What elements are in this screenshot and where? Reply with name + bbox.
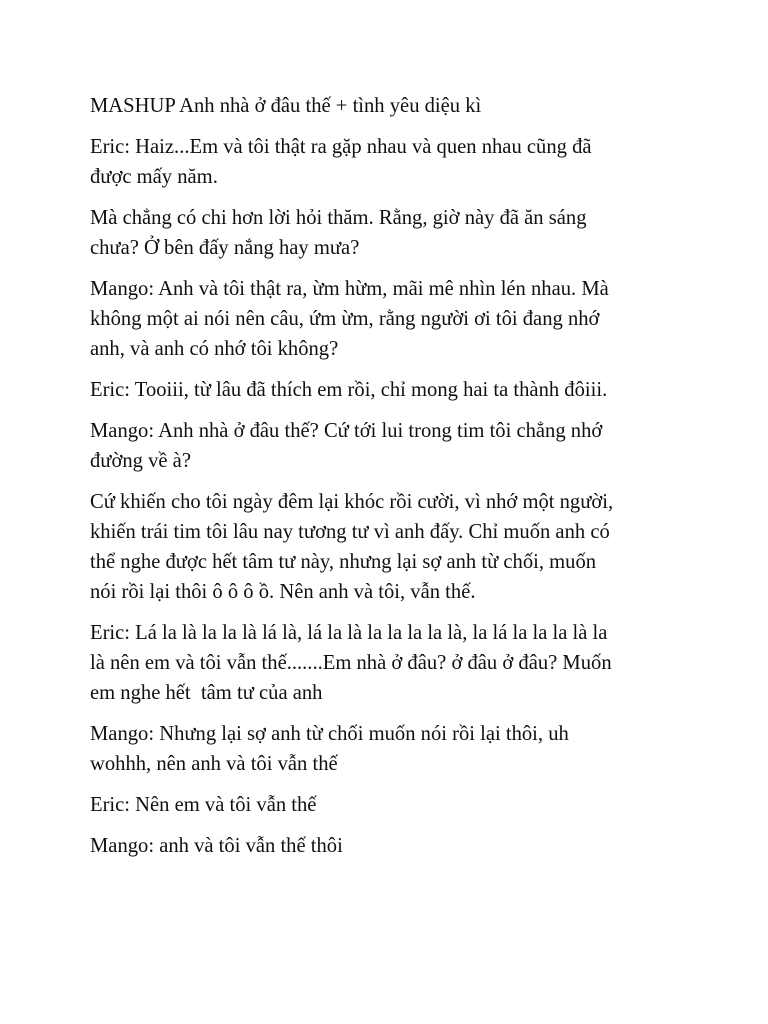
document-page	[90, 91, 680, 872]
paragraph-7: Eric: Lá la là la la là lá là, lá la là la la la la là, la lá la la la là la là nên em và tôi vẫn thế.......Em nhà ở đâu? ở đâu ở đâu? Muốn em nghe hết tâm tư của anh	[90, 622, 612, 704]
paragraph-2: Mà chẳng có chi hơn lời hỏi thăm. Rằng, giờ này đã ăn sáng chưa? Ở bên đấy nắng hay mưa?	[90, 207, 587, 259]
paragraph-4: Eric: Tooiii, từ lâu đã thích em rồi, chỉ mong hai ta thành đôiii.	[90, 379, 608, 401]
paragraph-5: Mango: Anh nhà ở đâu thế? Cứ tới lui trong tim tôi chẳng nhớ đường về à?	[90, 420, 603, 472]
paragraph-1: Eric: Haiz...Em và tôi thật ra gặp nhau và quen nhau cũng đã được mấy năm.	[90, 136, 592, 188]
document-title: MASHUP Anh nhà ở đâu thế + tình yêu diệu kì	[90, 95, 482, 117]
paragraph-9: Eric: Nên em và tôi vẫn thế	[90, 794, 317, 816]
paragraph-8: Mango: Nhưng lại sợ anh từ chối muốn nói rồi lại thôi, uh wohhh, nên anh và tôi vẫn thế	[90, 723, 569, 775]
paragraph-10: Mango: anh và tôi vẫn thế thôi	[90, 835, 343, 857]
paragraph-3: Mango: Anh và tôi thật ra, ừm hừm, mãi mê nhìn lén nhau. Mà không một ai nói nên câu, ứm ừm, rằng người ơi tôi đang nhớ anh, và anh có nhớ tôi không?	[90, 278, 609, 360]
paragraph-6: Cứ khiến cho tôi ngày đêm lại khóc rồi cười, vì nhớ một người, khiến trái tim tôi lâu nay tương tư vì anh đấy. Chỉ muốn anh có thể nghe được hết tâm tư này, nhưng lại sợ anh từ chối, muốn nói rồi lại thôi ô ô ô ồ. Nên anh và tôi, vẫn thế.	[90, 491, 614, 603]
